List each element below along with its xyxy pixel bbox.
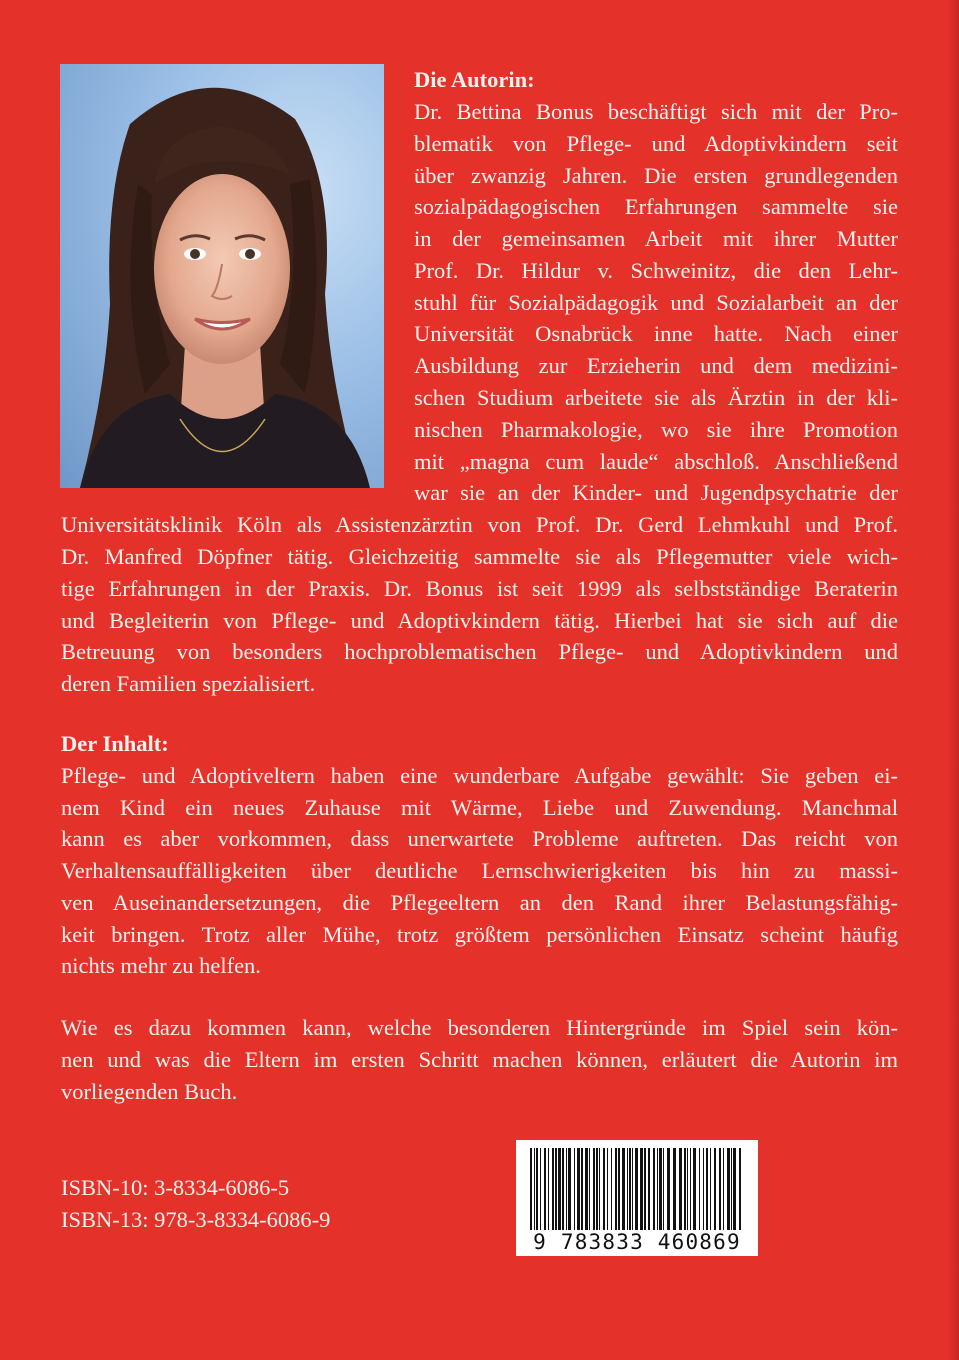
barcode-bar	[555, 1148, 557, 1230]
barcode-bar	[719, 1148, 721, 1230]
barcode-bar	[534, 1148, 535, 1230]
barcode-bar	[607, 1148, 608, 1230]
text-line: und Begleiterin von Pflege- und Adoptivkindern tätig. Hierbei hat sie sich auf die	[61, 608, 898, 633]
text-line: deren Familien spezialisiert.	[61, 671, 316, 696]
barcode-bar	[714, 1148, 716, 1230]
barcode-bar	[739, 1148, 741, 1230]
barcode-bar	[577, 1148, 580, 1230]
barcode-bar	[731, 1148, 732, 1230]
text-line: Dr. Manfred Döpfner tätig. Gleichzeitig sammelte sie als Pflegemutter viele wich-	[61, 544, 898, 569]
barcode-bar	[673, 1148, 676, 1230]
text-line: blematik von Pflege- und Adoptivkindern seit	[414, 131, 898, 156]
text-line: Prof. Dr. Hildur v. Schweinitz, die den Lehr-	[414, 258, 898, 283]
barcode-bar	[540, 1148, 541, 1230]
barcode-bar	[635, 1148, 638, 1230]
barcode-bar	[536, 1148, 538, 1230]
text-line: mit „magna cum laude“ abschloß. Anschließend	[414, 449, 898, 474]
text-line: Betreuung von besonders hochproblematischen Pflege- und Adoptivkindern und	[61, 639, 898, 664]
text-line: Universitätsklinik Köln als Assistenzärztin von Prof. Dr. Gerd Lehmkuhl und Prof.	[61, 512, 898, 537]
barcode-bar	[663, 1148, 664, 1230]
text-line: schen Studium arbeitete sie als Ärztin in der kli-	[414, 385, 898, 410]
text-line: Dr. Bettina Bonus beschäftigt sich mit der Pro-	[414, 99, 898, 124]
barcode-bar	[699, 1148, 700, 1230]
barcode-bar	[644, 1148, 646, 1230]
barcode-bar	[599, 1148, 600, 1230]
text-line: nem Kind ein neues Zuhause mit Wärme, Liebe und Zuwendung. Manchmal	[61, 795, 898, 820]
barcode-bar	[574, 1148, 575, 1230]
barcode-bar	[727, 1148, 730, 1230]
barcode-bar	[558, 1148, 561, 1230]
barcode-bar	[581, 1148, 583, 1230]
barcode-bar	[611, 1148, 612, 1230]
text-line: stuhl für Sozialpädagogik und Sozialarbeit an der	[414, 290, 898, 315]
text-line: nischen Pharmakologie, wo sie ihre Promotion	[414, 417, 898, 442]
barcode-bar	[589, 1148, 590, 1230]
text-line: sozialpädagogischen Erfahrungen sammelte sie	[414, 194, 898, 219]
cover-edge	[947, 0, 959, 1360]
barcode-bar	[593, 1148, 595, 1230]
author-photo	[60, 64, 384, 488]
barcode-bar	[667, 1148, 670, 1230]
text-line: war sie an der Kinder- und Jugendpsychatrie der	[414, 480, 898, 505]
text-line: vorliegenden Buch.	[61, 1079, 238, 1104]
barcode-bar	[703, 1148, 704, 1230]
barcode-bar	[568, 1148, 571, 1230]
barcode-bar	[653, 1148, 655, 1230]
barcode-bar	[659, 1148, 662, 1230]
isbn-10: ISBN-10: 3-8334-6086-5	[61, 1175, 290, 1200]
barcode-bar	[603, 1148, 605, 1230]
barcode-bar	[548, 1148, 549, 1230]
barcode-bar	[618, 1148, 620, 1230]
text-line: Pflege- und Adoptiveltern haben eine wunderbare Aufgabe gewählt: Sie geben ei-	[61, 763, 898, 788]
barcode-bar	[723, 1148, 724, 1230]
barcode-bar	[566, 1148, 567, 1230]
barcode-bar	[615, 1148, 617, 1230]
barcode-bar	[733, 1148, 736, 1230]
isbn-13: ISBN-13: 978-3-8334-6086-9	[61, 1207, 331, 1232]
text-line: Ausbildung zur Erzieherin und dem medizini-	[414, 353, 898, 378]
barcode-bar	[640, 1148, 643, 1230]
barcode-bar	[687, 1148, 688, 1230]
barcode-bar	[627, 1148, 628, 1230]
content-heading: Der Inhalt:	[61, 731, 169, 756]
text-line: tige Erfahrungen in der Praxis. Dr. Bonus ist seit 1999 als selbstständige Beraterin	[61, 576, 898, 601]
barcode-bar	[596, 1148, 598, 1230]
barcode-bar	[648, 1148, 650, 1230]
barcode-bar	[530, 1148, 532, 1230]
barcode-bar	[710, 1148, 711, 1230]
text-line: keit bringen. Trotz aller Mühe, trotz größtem persönlichen Einsatz scheint häufig	[61, 922, 898, 947]
barcode-bar	[684, 1148, 686, 1230]
barcode-bar	[693, 1148, 696, 1230]
barcode-bar	[690, 1148, 691, 1230]
barcode-bar	[679, 1148, 682, 1230]
barcode	[516, 1140, 758, 1256]
barcode-bars	[528, 1148, 746, 1230]
text-line: Verhaltensauffälligkeiten über deutliche Lernschwierigkeiten bis hin zu massi-	[61, 858, 898, 883]
barcode-bar	[585, 1148, 588, 1230]
barcode-bar	[544, 1148, 546, 1230]
text-line: über zwanzig Jahren. Die ersten grundlegenden	[414, 163, 898, 188]
text-line: nen und was die Eltern im ersten Schritt machen können, erläutert die Autorin im	[61, 1047, 898, 1072]
barcode-bar	[706, 1148, 708, 1230]
barcode-bar	[657, 1148, 658, 1230]
text-line: Universität Osnabrück inne hatte. Nach einer	[414, 321, 898, 346]
barcode-bar	[629, 1148, 631, 1230]
text-line: ven Auseinandersetzungen, die Pflegeeltern an den Rand ihrer Belastungsfähig-	[61, 890, 898, 915]
text-line: in der gemeinsamen Arbeit mit ihrer Mutter	[414, 226, 898, 251]
text-line: nichts mehr zu helfen.	[61, 953, 261, 978]
barcode-bar	[562, 1148, 564, 1230]
barcode-bar	[622, 1148, 625, 1230]
text-line: Wie es dazu kommen kann, welche besonderen Hintergründe im Spiel sein kön-	[61, 1015, 898, 1040]
barcode-digits: 9 783833 460869	[533, 1230, 741, 1254]
text-line: kann es aber vorkommen, dass unerwartete Probleme auftreten. Das reicht von	[61, 826, 898, 851]
barcode-bar	[632, 1148, 633, 1230]
barcode-bar	[552, 1148, 554, 1230]
author-heading: Die Autorin:	[414, 67, 535, 92]
